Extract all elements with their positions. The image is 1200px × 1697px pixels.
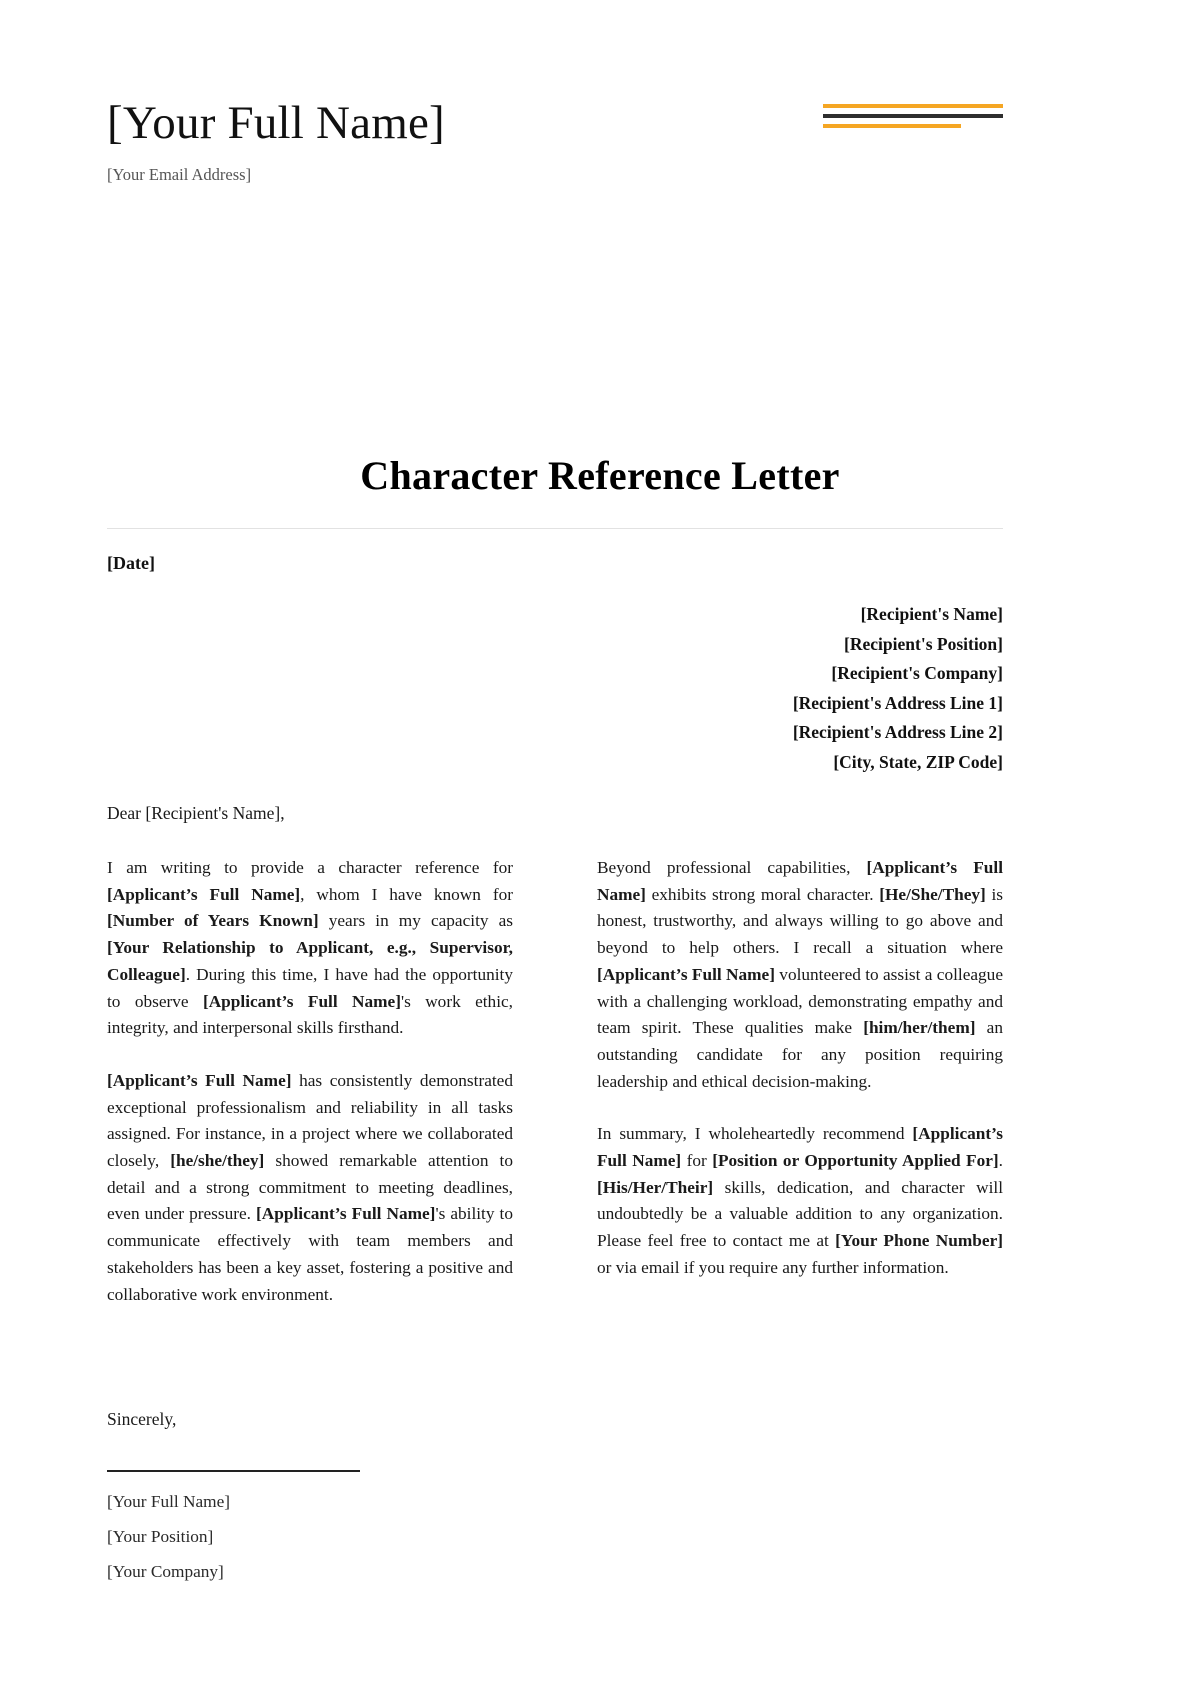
letterhead	[107, 98, 707, 185]
recipient-line: [Recipient's Position]	[844, 633, 1003, 654]
recipient-line: [Recipient's Address Line 1]	[792, 692, 1003, 713]
date-field: [Date]	[107, 553, 155, 573]
signature-block	[107, 1484, 230, 1589]
body-paragraph: In summary, I wholeheartedly recommend [Applicant’s Full Name] for [Position or Opportunity Applied For]. [His/Her/Their] skills, dedication, and character will undoubtedly be a valuable addition to any organization. Please feel free to contact me at [Your Phone Number] or via email if you require any further information.	[597, 1124, 1003, 1277]
decorative-accent-rules	[823, 104, 1003, 128]
sender-name: [Your Full Name]	[107, 97, 445, 149]
signature-name: [Your Full Name]	[107, 1492, 231, 1511]
body-paragraph: [Applicant’s Full Name] has consistently demonstrated exceptional professionalism and reliability in all tasks assigned. For instance, in a project where we collaborated closely, [he/she/they] showed remarkable attention to detail and a strong commitment to meeting deadlines, even under pressure. [Applicant’s Full Name]'s ability to communicate effectively with team members and stakeholders has been a key asset, fostering a positive and collaborative work environment.	[107, 1070, 513, 1304]
recipient-line: [Recipient's Name]	[860, 604, 1003, 624]
body-column-left	[107, 855, 513, 1308]
body-paragraph: Beyond professional capabilities, [Applicant’s Full Name] exhibits strong moral character. [He/She/They] is honest, trustworthy, and always willing to go above and beyond to help others. I recall a situation where [Applicant’s Full Name] volunteered to assist a colleague with a challenging workload, demonstrating empathy and team spirit. These qualities make [him/her/them] an outstanding candidate for any position requiring leadership and ethical decision-making.	[597, 858, 1003, 1091]
signature-position: [Your Position]	[107, 1527, 214, 1546]
title-divider	[107, 528, 1003, 529]
accent-rule-dark	[823, 114, 1003, 118]
body-column-right	[597, 855, 1003, 1308]
body-paragraph: I am writing to provide a character reference for [Applicant’s Full Name], whom I have known for [Number of Years Known] years in my capacity as [Your Relationship to Applicant, e.g., Supervisor, Colleague]. During this time, I have had the opportunity to observe [Applicant’s Full Name]'s work ethic, integrity, and interpersonal skills firsthand.	[107, 858, 513, 1038]
closing-salutation: Sincerely,	[107, 1409, 177, 1429]
accent-rule-orange-bottom	[823, 124, 961, 128]
recipient-address-block	[383, 600, 1003, 778]
sender-email: [Your Email Address]	[107, 164, 252, 184]
recipient-line: [Recipient's Company]	[831, 663, 1003, 684]
recipient-line: [Recipient's Address Line 2]	[792, 722, 1003, 743]
recipient-line: [City, State, ZIP Code]	[833, 751, 1003, 772]
signature-company: [Your Company]	[107, 1562, 224, 1581]
page-title: Character Reference Letter	[360, 453, 840, 498]
accent-rule-orange-top	[823, 104, 1003, 108]
salutation: Dear [Recipient's Name],	[107, 803, 285, 823]
letter-body	[107, 855, 1003, 1308]
signature-line	[107, 1470, 360, 1472]
